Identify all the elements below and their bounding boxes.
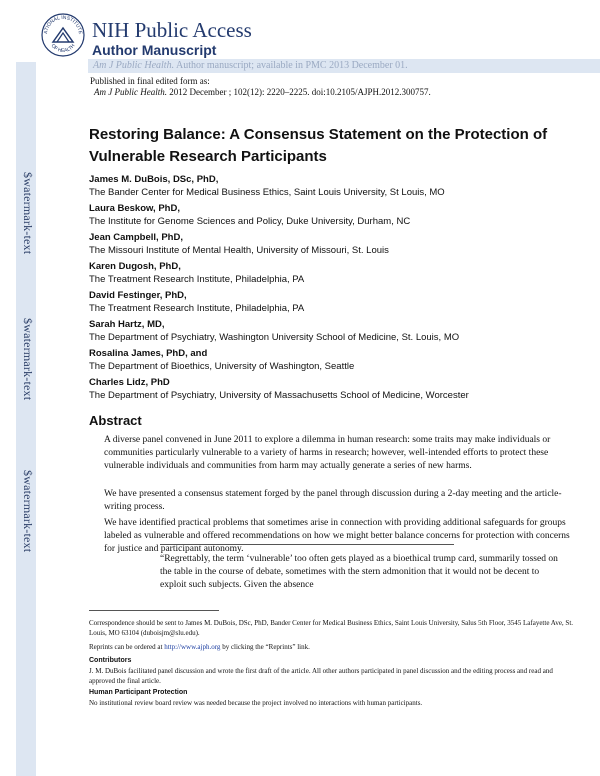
quote-divider [160,544,454,545]
author-entry: Laura Beskow, PhD, The Institute for Genome Sciences and Policy, Duke University, Durham, NC [89,203,411,227]
epigraph-quote: “Regrettably, the term ‘vulnerable’ too often gets played as a bioethical trump card, summarily tossed on the table in the course of debate, sometimes with the stern admonition that it would not be decent to exploit such subjects. Given the absence [160,554,558,590]
protection-note: No institutional review board review was needed because the project involved no interactions with human participants. [89,699,423,707]
nih-logo-icon [40,12,86,58]
nih-public-access-title: NIH Public Access [92,18,252,42]
watermark-text-1: $watermark-text [21,172,35,255]
ajph-link[interactable]: http://www.ajph.org [164,643,221,651]
watermark-text-3: $watermark-text [21,470,35,553]
author-manuscript-label: Author Manuscript [92,42,217,58]
footnote-divider [89,610,219,611]
svg-text:NATIONAL INSTITUTES: ATIONAL INSTITUTE [43,14,84,35]
contributors-note: J. M. DuBois facilitated panel discussion and wrote the first draft of the article. All other authors participated in panel discussion and the editing process and read and approved the final article. [89,667,553,685]
watermark-text-2: $watermark-text [21,318,35,401]
svg-text:OF HEALTH: OF HEALTH [49,43,77,55]
contributors-heading: Contributors [89,657,132,664]
reprints-note: Reprints can be ordered at http://www.ajph.org by clicking the “Reprints” link. [89,643,310,651]
correspondence-note: Correspondence should be sent to James M. DuBois, DSc, PhD, Bander Center for Medical Business Ethics, Saint Louis University, Salus 5th Floor, 3545 Lafayette Ave, St. Louis, MO 63104 (duboisjm@slu.edu). [89,619,574,637]
author-entry: Charles Lidz, PhD The Department of Psychiatry, University of Massachusetts School of Medicine, Worcester [89,377,469,401]
author-entry: Sarah Hartz, MD, The Department of Psychiatry, Washington University School of Medicine, St. Louis, MO [89,319,460,343]
author-list [89,173,579,405]
protection-heading: Human Participant Protection [89,689,188,696]
author-entry: James M. DuBois, DSc, PhD, The Bander Center for Medical Business Ethics, Saint Louis University, St Louis, MO [89,174,445,198]
author-entry: Karen Dugosh, PhD, The Treatment Research Institute, Philadelphia, PA [89,261,305,285]
author-entry: Rosalina James, PhD, and The Department of Bioethics, University of Washington, Seattle [89,348,355,372]
abstract-paragraph-1: A diverse panel convened in June 2011 to explore a dilemma in human research: some traits may make individuals or communities particularly vulnerable to a variety of harms in research; however, well-intended efforts to protect these vulnerable individuals and communities from harm may actually generate a series of new harms. [104,435,551,471]
published-label: Published in final edited form as: [90,76,210,86]
author-entry: David Festinger, PhD, The Treatment Research Institute, Philadelphia, PA [89,290,305,314]
abstract-paragraph-3: We have identified practical problems that sometimes arise in connection with providing additional safeguards for groups labeled as vulnerable and offered recommendations on how we might better balance concerns for protection with concerns for justice and participant autonomy. [104,518,570,554]
article-title: Restoring Balance: A Consensus Statement on the Protection of Vulnerable Research Participants [89,126,548,165]
citation: Am J Public Health. 2012 December ; 102(12): 2220–2225. doi:10.2105/AJPH.2012.300757. [94,87,431,97]
availability-line: Am J Public Health. Author manuscript; available in PMC 2013 December 01. [93,60,408,71]
author-entry: Jean Campbell, PhD, The Missouri Institute of Mental Health, University of Missouri, St. Louis [89,232,389,256]
abstract-heading: Abstract [89,413,142,428]
abstract-paragraph-2: We have presented a consensus statement forged by the panel through discussion during a 2-day meeting and the article-writing process. [104,489,562,512]
